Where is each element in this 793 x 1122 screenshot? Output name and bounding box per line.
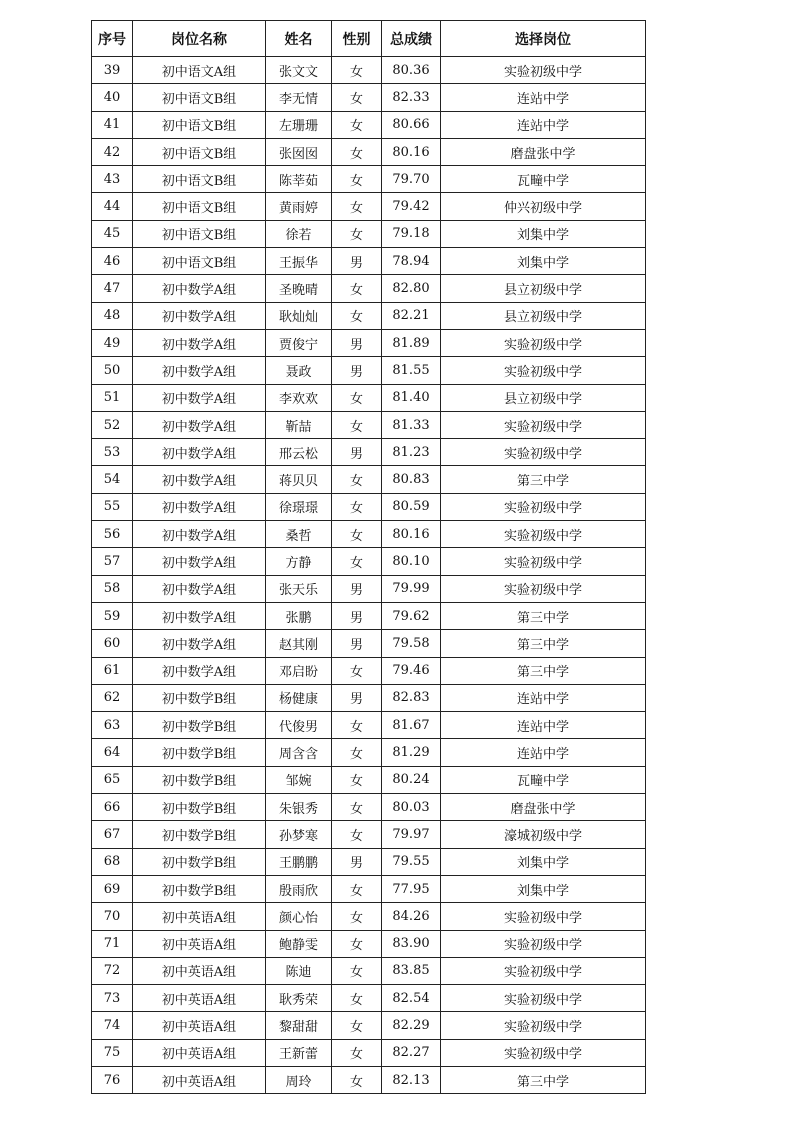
- cell-total-score: 82.29: [382, 1012, 441, 1039]
- cell-selected-position: 磨盘张中学: [441, 794, 646, 821]
- cell-position-name: 初中数学B组: [133, 794, 266, 821]
- cell-gender: 女: [332, 739, 382, 766]
- cell-gender: 女: [332, 220, 382, 247]
- cell-name: 鲍静雯: [266, 930, 332, 957]
- table-row: [92, 302, 646, 329]
- cell-total-score: 82.21: [382, 302, 441, 329]
- cell-index: 39: [92, 57, 133, 84]
- table-row: [92, 275, 646, 302]
- cell-name: 陈莘茹: [266, 166, 332, 193]
- cell-total-score: 81.33: [382, 411, 441, 438]
- cell-index: 61: [92, 657, 133, 684]
- cell-gender: 男: [332, 630, 382, 657]
- cell-total-score: 79.55: [382, 848, 441, 875]
- cell-total-score: 82.27: [382, 1039, 441, 1066]
- cell-selected-position: 磨盘张中学: [441, 138, 646, 165]
- table-row: [92, 193, 646, 220]
- cell-gender: 男: [332, 357, 382, 384]
- cell-position-name: 初中数学A组: [133, 657, 266, 684]
- table-row: [92, 766, 646, 793]
- cell-index: 65: [92, 766, 133, 793]
- cell-gender: 女: [332, 521, 382, 548]
- cell-selected-position: 实验初级中学: [441, 57, 646, 84]
- cell-position-name: 初中数学A组: [133, 384, 266, 411]
- cell-total-score: 82.54: [382, 985, 441, 1012]
- table-row: [92, 411, 646, 438]
- cell-total-score: 80.24: [382, 766, 441, 793]
- cell-position-name: 初中数学A组: [133, 602, 266, 629]
- cell-index: 47: [92, 275, 133, 302]
- cell-gender: 女: [332, 985, 382, 1012]
- cell-index: 70: [92, 903, 133, 930]
- cell-total-score: 81.55: [382, 357, 441, 384]
- header-gender: 性别: [332, 21, 382, 57]
- table-row: [92, 439, 646, 466]
- cell-gender: 女: [332, 821, 382, 848]
- cell-position-name: 初中数学B组: [133, 766, 266, 793]
- cell-name: 黄雨婷: [266, 193, 332, 220]
- cell-index: 64: [92, 739, 133, 766]
- cell-index: 44: [92, 193, 133, 220]
- cell-position-name: 初中数学A组: [133, 466, 266, 493]
- cell-gender: 男: [332, 439, 382, 466]
- cell-index: 51: [92, 384, 133, 411]
- cell-selected-position: 实验初级中学: [441, 575, 646, 602]
- cell-index: 48: [92, 302, 133, 329]
- cell-name: 颜心怡: [266, 903, 332, 930]
- table-row: [92, 712, 646, 739]
- cell-position-name: 初中数学B组: [133, 712, 266, 739]
- cell-total-score: 80.16: [382, 521, 441, 548]
- cell-index: 68: [92, 848, 133, 875]
- table-row: [92, 630, 646, 657]
- cell-position-name: 初中数学A组: [133, 521, 266, 548]
- cell-gender: 女: [332, 1066, 382, 1093]
- cell-name: 圣晚晴: [266, 275, 332, 302]
- cell-position-name: 初中数学A组: [133, 630, 266, 657]
- table-row: [92, 220, 646, 247]
- cell-total-score: 80.66: [382, 111, 441, 138]
- table-row: [92, 1039, 646, 1066]
- cell-gender: 女: [332, 930, 382, 957]
- cell-total-score: 83.90: [382, 930, 441, 957]
- cell-selected-position: 实验初级中学: [441, 329, 646, 356]
- cell-position-name: 初中数学B组: [133, 821, 266, 848]
- cell-index: 66: [92, 794, 133, 821]
- table-row: [92, 848, 646, 875]
- cell-total-score: 79.18: [382, 220, 441, 247]
- cell-gender: 女: [332, 548, 382, 575]
- cell-position-name: 初中数学A组: [133, 329, 266, 356]
- cell-selected-position: 实验初级中学: [441, 357, 646, 384]
- cell-total-score: 81.67: [382, 712, 441, 739]
- cell-selected-position: 县立初级中学: [441, 302, 646, 329]
- cell-selected-position: 第三中学: [441, 466, 646, 493]
- cell-name: 邓启盼: [266, 657, 332, 684]
- cell-position-name: 初中语文B组: [133, 166, 266, 193]
- cell-total-score: 80.59: [382, 493, 441, 520]
- cell-gender: 男: [332, 575, 382, 602]
- cell-selected-position: 刘集中学: [441, 220, 646, 247]
- cell-name: 张天乐: [266, 575, 332, 602]
- cell-position-name: 初中英语A组: [133, 985, 266, 1012]
- cell-position-name: 初中数学B组: [133, 875, 266, 902]
- table-row: [92, 957, 646, 984]
- cell-index: 60: [92, 630, 133, 657]
- table-row: [92, 684, 646, 711]
- cell-gender: 女: [332, 411, 382, 438]
- cell-name: 蒋贝贝: [266, 466, 332, 493]
- cell-gender: 女: [332, 903, 382, 930]
- table-row: [92, 111, 646, 138]
- cell-position-name: 初中数学A组: [133, 493, 266, 520]
- cell-gender: 男: [332, 848, 382, 875]
- cell-name: 邹婉: [266, 766, 332, 793]
- cell-index: 73: [92, 985, 133, 1012]
- cell-selected-position: 濠城初级中学: [441, 821, 646, 848]
- cell-position-name: 初中英语A组: [133, 1012, 266, 1039]
- cell-name: 聂政: [266, 357, 332, 384]
- cell-name: 黎甜甜: [266, 1012, 332, 1039]
- cell-index: 43: [92, 166, 133, 193]
- cell-total-score: 79.42: [382, 193, 441, 220]
- cell-selected-position: 刘集中学: [441, 248, 646, 275]
- cell-selected-position: 第三中学: [441, 630, 646, 657]
- cell-selected-position: 实验初级中学: [441, 903, 646, 930]
- cell-name: 周玲: [266, 1066, 332, 1093]
- table-row: [92, 493, 646, 520]
- cell-index: 40: [92, 84, 133, 111]
- cell-position-name: 初中语文B组: [133, 248, 266, 275]
- cell-gender: 女: [332, 111, 382, 138]
- cell-gender: 女: [332, 166, 382, 193]
- cell-selected-position: 实验初级中学: [441, 1012, 646, 1039]
- cell-name: 张文文: [266, 57, 332, 84]
- cell-index: 52: [92, 411, 133, 438]
- table-row: [92, 466, 646, 493]
- table-row: [92, 575, 646, 602]
- cell-selected-position: 连站中学: [441, 684, 646, 711]
- cell-selected-position: 实验初级中学: [441, 930, 646, 957]
- cell-name: 靳喆: [266, 411, 332, 438]
- cell-gender: 女: [332, 875, 382, 902]
- cell-total-score: 79.97: [382, 821, 441, 848]
- cell-selected-position: 实验初级中学: [441, 985, 646, 1012]
- cell-name: 耿灿灿: [266, 302, 332, 329]
- cell-name: 张囡囡: [266, 138, 332, 165]
- results-table: [91, 20, 646, 1094]
- table-row: [92, 875, 646, 902]
- cell-selected-position: 瓦疃中学: [441, 166, 646, 193]
- cell-name: 邢云松: [266, 439, 332, 466]
- table-row: [92, 794, 646, 821]
- cell-position-name: 初中英语A组: [133, 957, 266, 984]
- table-row: [92, 548, 646, 575]
- cell-index: 71: [92, 930, 133, 957]
- cell-gender: 女: [332, 712, 382, 739]
- cell-name: 张鹏: [266, 602, 332, 629]
- cell-index: 46: [92, 248, 133, 275]
- cell-gender: 女: [332, 657, 382, 684]
- cell-gender: 女: [332, 57, 382, 84]
- cell-selected-position: 实验初级中学: [441, 1039, 646, 1066]
- cell-total-score: 83.85: [382, 957, 441, 984]
- cell-selected-position: 实验初级中学: [441, 411, 646, 438]
- cell-total-score: 79.46: [382, 657, 441, 684]
- cell-name: 徐璟璟: [266, 493, 332, 520]
- cell-gender: 男: [332, 602, 382, 629]
- cell-selected-position: 连站中学: [441, 739, 646, 766]
- cell-gender: 女: [332, 275, 382, 302]
- cell-total-score: 80.03: [382, 794, 441, 821]
- header-total-score: 总成绩: [382, 21, 441, 57]
- cell-selected-position: 连站中学: [441, 712, 646, 739]
- cell-position-name: 初中语文B组: [133, 84, 266, 111]
- cell-gender: 女: [332, 384, 382, 411]
- table-row: [92, 985, 646, 1012]
- cell-name: 杨健康: [266, 684, 332, 711]
- cell-total-score: 80.36: [382, 57, 441, 84]
- cell-name: 陈迪: [266, 957, 332, 984]
- cell-total-score: 80.10: [382, 548, 441, 575]
- cell-position-name: 初中语文B组: [133, 111, 266, 138]
- cell-position-name: 初中语文B组: [133, 138, 266, 165]
- cell-position-name: 初中数学A组: [133, 357, 266, 384]
- cell-position-name: 初中英语A组: [133, 930, 266, 957]
- cell-index: 41: [92, 111, 133, 138]
- cell-total-score: 79.58: [382, 630, 441, 657]
- cell-total-score: 84.26: [382, 903, 441, 930]
- cell-total-score: 79.70: [382, 166, 441, 193]
- cell-position-name: 初中数学B组: [133, 684, 266, 711]
- cell-index: 69: [92, 875, 133, 902]
- cell-position-name: 初中英语A组: [133, 1039, 266, 1066]
- cell-total-score: 81.40: [382, 384, 441, 411]
- cell-total-score: 80.83: [382, 466, 441, 493]
- cell-total-score: 79.62: [382, 602, 441, 629]
- cell-name: 孙梦寒: [266, 821, 332, 848]
- cell-name: 王新蕾: [266, 1039, 332, 1066]
- cell-position-name: 初中数学A组: [133, 439, 266, 466]
- table-row: [92, 357, 646, 384]
- cell-selected-position: 连站中学: [441, 84, 646, 111]
- cell-gender: 男: [332, 684, 382, 711]
- table-row: [92, 602, 646, 629]
- cell-index: 42: [92, 138, 133, 165]
- table-row: [92, 57, 646, 84]
- cell-position-name: 初中数学B组: [133, 848, 266, 875]
- cell-selected-position: 仲兴初级中学: [441, 193, 646, 220]
- cell-selected-position: 第三中学: [441, 602, 646, 629]
- cell-gender: 女: [332, 957, 382, 984]
- cell-total-score: 82.83: [382, 684, 441, 711]
- cell-name: 桑哲: [266, 521, 332, 548]
- cell-name: 代俊男: [266, 712, 332, 739]
- cell-position-name: 初中数学A组: [133, 548, 266, 575]
- cell-selected-position: 实验初级中学: [441, 957, 646, 984]
- cell-selected-position: 瓦疃中学: [441, 766, 646, 793]
- cell-total-score: 78.94: [382, 248, 441, 275]
- cell-index: 57: [92, 548, 133, 575]
- cell-selected-position: 实验初级中学: [441, 439, 646, 466]
- table-row: [92, 166, 646, 193]
- cell-selected-position: 实验初级中学: [441, 521, 646, 548]
- cell-selected-position: 刘集中学: [441, 875, 646, 902]
- table-row: [92, 329, 646, 356]
- cell-name: 方静: [266, 548, 332, 575]
- cell-name: 王振华: [266, 248, 332, 275]
- cell-gender: 女: [332, 493, 382, 520]
- cell-position-name: 初中英语A组: [133, 1066, 266, 1093]
- cell-name: 李欢欢: [266, 384, 332, 411]
- cell-total-score: 82.33: [382, 84, 441, 111]
- table-body: [92, 57, 646, 1094]
- table-row: [92, 84, 646, 111]
- cell-gender: 女: [332, 466, 382, 493]
- cell-position-name: 初中数学A组: [133, 411, 266, 438]
- header-position-name: 岗位名称: [133, 21, 266, 57]
- cell-position-name: 初中语文A组: [133, 57, 266, 84]
- cell-total-score: 81.29: [382, 739, 441, 766]
- cell-total-score: 82.80: [382, 275, 441, 302]
- header-selected-position: 选择岗位: [441, 21, 646, 57]
- cell-name: 左珊珊: [266, 111, 332, 138]
- cell-index: 58: [92, 575, 133, 602]
- table-row: [92, 248, 646, 275]
- cell-name: 贾俊宁: [266, 329, 332, 356]
- cell-index: 55: [92, 493, 133, 520]
- table-row: [92, 1066, 646, 1093]
- cell-index: 50: [92, 357, 133, 384]
- cell-gender: 女: [332, 193, 382, 220]
- table-row: [92, 739, 646, 766]
- cell-gender: 女: [332, 794, 382, 821]
- cell-index: 76: [92, 1066, 133, 1093]
- table-row: [92, 930, 646, 957]
- table-row: [92, 138, 646, 165]
- cell-selected-position: 第三中学: [441, 1066, 646, 1093]
- cell-index: 72: [92, 957, 133, 984]
- cell-gender: 女: [332, 766, 382, 793]
- cell-selected-position: 第三中学: [441, 657, 646, 684]
- cell-position-name: 初中数学B组: [133, 739, 266, 766]
- cell-index: 54: [92, 466, 133, 493]
- cell-selected-position: 连站中学: [441, 111, 646, 138]
- cell-gender: 男: [332, 248, 382, 275]
- cell-gender: 男: [332, 329, 382, 356]
- cell-index: 63: [92, 712, 133, 739]
- header-row: [92, 21, 646, 57]
- cell-index: 59: [92, 602, 133, 629]
- table-row: [92, 384, 646, 411]
- cell-name: 殷雨欣: [266, 875, 332, 902]
- cell-total-score: 81.23: [382, 439, 441, 466]
- cell-total-score: 82.13: [382, 1066, 441, 1093]
- cell-index: 67: [92, 821, 133, 848]
- header-name: 姓名: [266, 21, 332, 57]
- cell-gender: 女: [332, 1012, 382, 1039]
- cell-index: 62: [92, 684, 133, 711]
- cell-position-name: 初中数学A组: [133, 302, 266, 329]
- cell-total-score: 77.95: [382, 875, 441, 902]
- cell-index: 75: [92, 1039, 133, 1066]
- cell-position-name: 初中数学A组: [133, 575, 266, 602]
- cell-name: 李无情: [266, 84, 332, 111]
- table-row: [92, 1012, 646, 1039]
- cell-name: 王鹏鹏: [266, 848, 332, 875]
- cell-total-score: 81.89: [382, 329, 441, 356]
- cell-gender: 女: [332, 1039, 382, 1066]
- table-row: [92, 521, 646, 548]
- cell-total-score: 80.16: [382, 138, 441, 165]
- table-row: [92, 903, 646, 930]
- cell-name: 徐若: [266, 220, 332, 247]
- cell-name: 赵其刚: [266, 630, 332, 657]
- cell-name: 朱银秀: [266, 794, 332, 821]
- cell-index: 56: [92, 521, 133, 548]
- cell-gender: 女: [332, 84, 382, 111]
- cell-position-name: 初中数学A组: [133, 275, 266, 302]
- table-row: [92, 657, 646, 684]
- cell-index: 53: [92, 439, 133, 466]
- cell-name: 周含含: [266, 739, 332, 766]
- header-index: 序号: [92, 21, 133, 57]
- cell-selected-position: 县立初级中学: [441, 384, 646, 411]
- cell-selected-position: 实验初级中学: [441, 548, 646, 575]
- cell-position-name: 初中英语A组: [133, 903, 266, 930]
- cell-selected-position: 刘集中学: [441, 848, 646, 875]
- cell-name: 耿秀荣: [266, 985, 332, 1012]
- cell-index: 49: [92, 329, 133, 356]
- cell-position-name: 初中语文B组: [133, 220, 266, 247]
- cell-position-name: 初中语文B组: [133, 193, 266, 220]
- cell-index: 74: [92, 1012, 133, 1039]
- cell-selected-position: 县立初级中学: [441, 275, 646, 302]
- cell-total-score: 79.99: [382, 575, 441, 602]
- cell-gender: 女: [332, 138, 382, 165]
- cell-index: 45: [92, 220, 133, 247]
- cell-selected-position: 实验初级中学: [441, 493, 646, 520]
- table-row: [92, 821, 646, 848]
- cell-gender: 女: [332, 302, 382, 329]
